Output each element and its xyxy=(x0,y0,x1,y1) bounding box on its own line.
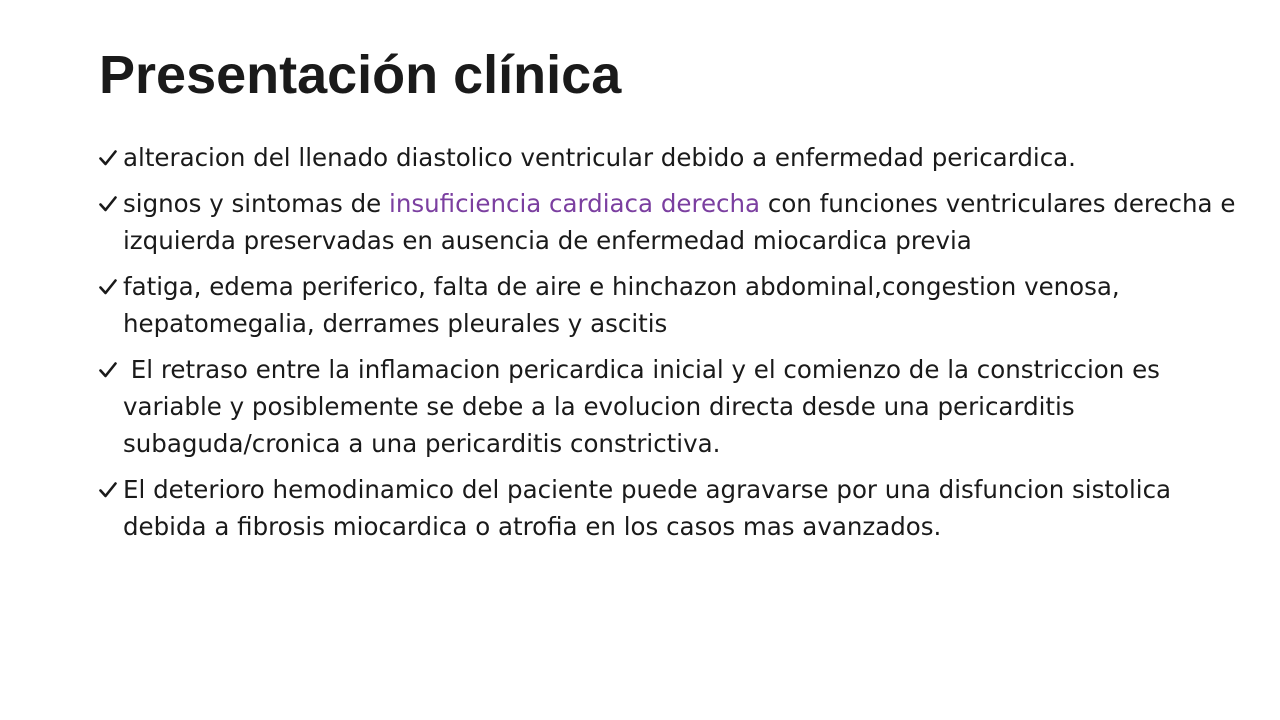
slide-title: Presentación clínica xyxy=(99,45,622,105)
bullet-item xyxy=(99,139,1249,176)
bullet-text: alteracion del llenado diastolico ventricular debido a enfermedad pericardica. xyxy=(123,143,1076,172)
checkmark-icon xyxy=(99,471,119,508)
bullet-text-before: signos y sintomas de xyxy=(123,189,390,218)
checkmark-icon xyxy=(99,351,119,388)
bullet-item xyxy=(99,185,1249,259)
bullet-item xyxy=(99,471,1249,545)
bullet-text: El retraso entre la inflamacion pericardica inicial y el comienzo de la constriccion es variable y posiblemente se debe a la evolucion directa desde una pericarditis subaguda/cronica a una pericarditis constrictiva. xyxy=(123,355,1168,458)
checkmark-icon xyxy=(99,268,119,305)
bullet-text: El deterioro hemodinamico del paciente puede agravarse por una disfuncion sistolica debida a fibrosis miocardica o atrofia en los casos mas avanzados. xyxy=(123,475,1172,541)
checkmark-icon xyxy=(99,139,119,176)
bullet-item xyxy=(99,268,1249,342)
bullet-text: fatiga, edema periferico, falta de aire e hinchazon abdominal,congestion venosa, hepatomegalia, derrames pleurales y ascitis xyxy=(123,272,1120,338)
highlighted-term: insuficiencia cardiaca derecha xyxy=(389,189,761,218)
bullet-item xyxy=(99,351,1249,462)
bullet-text-after: con funciones ventriculares derecha e izquierda preservadas en ausencia de enfermedad miocardica previa xyxy=(123,189,1236,255)
bullet-list xyxy=(99,139,1249,545)
checkmark-icon xyxy=(99,185,119,222)
